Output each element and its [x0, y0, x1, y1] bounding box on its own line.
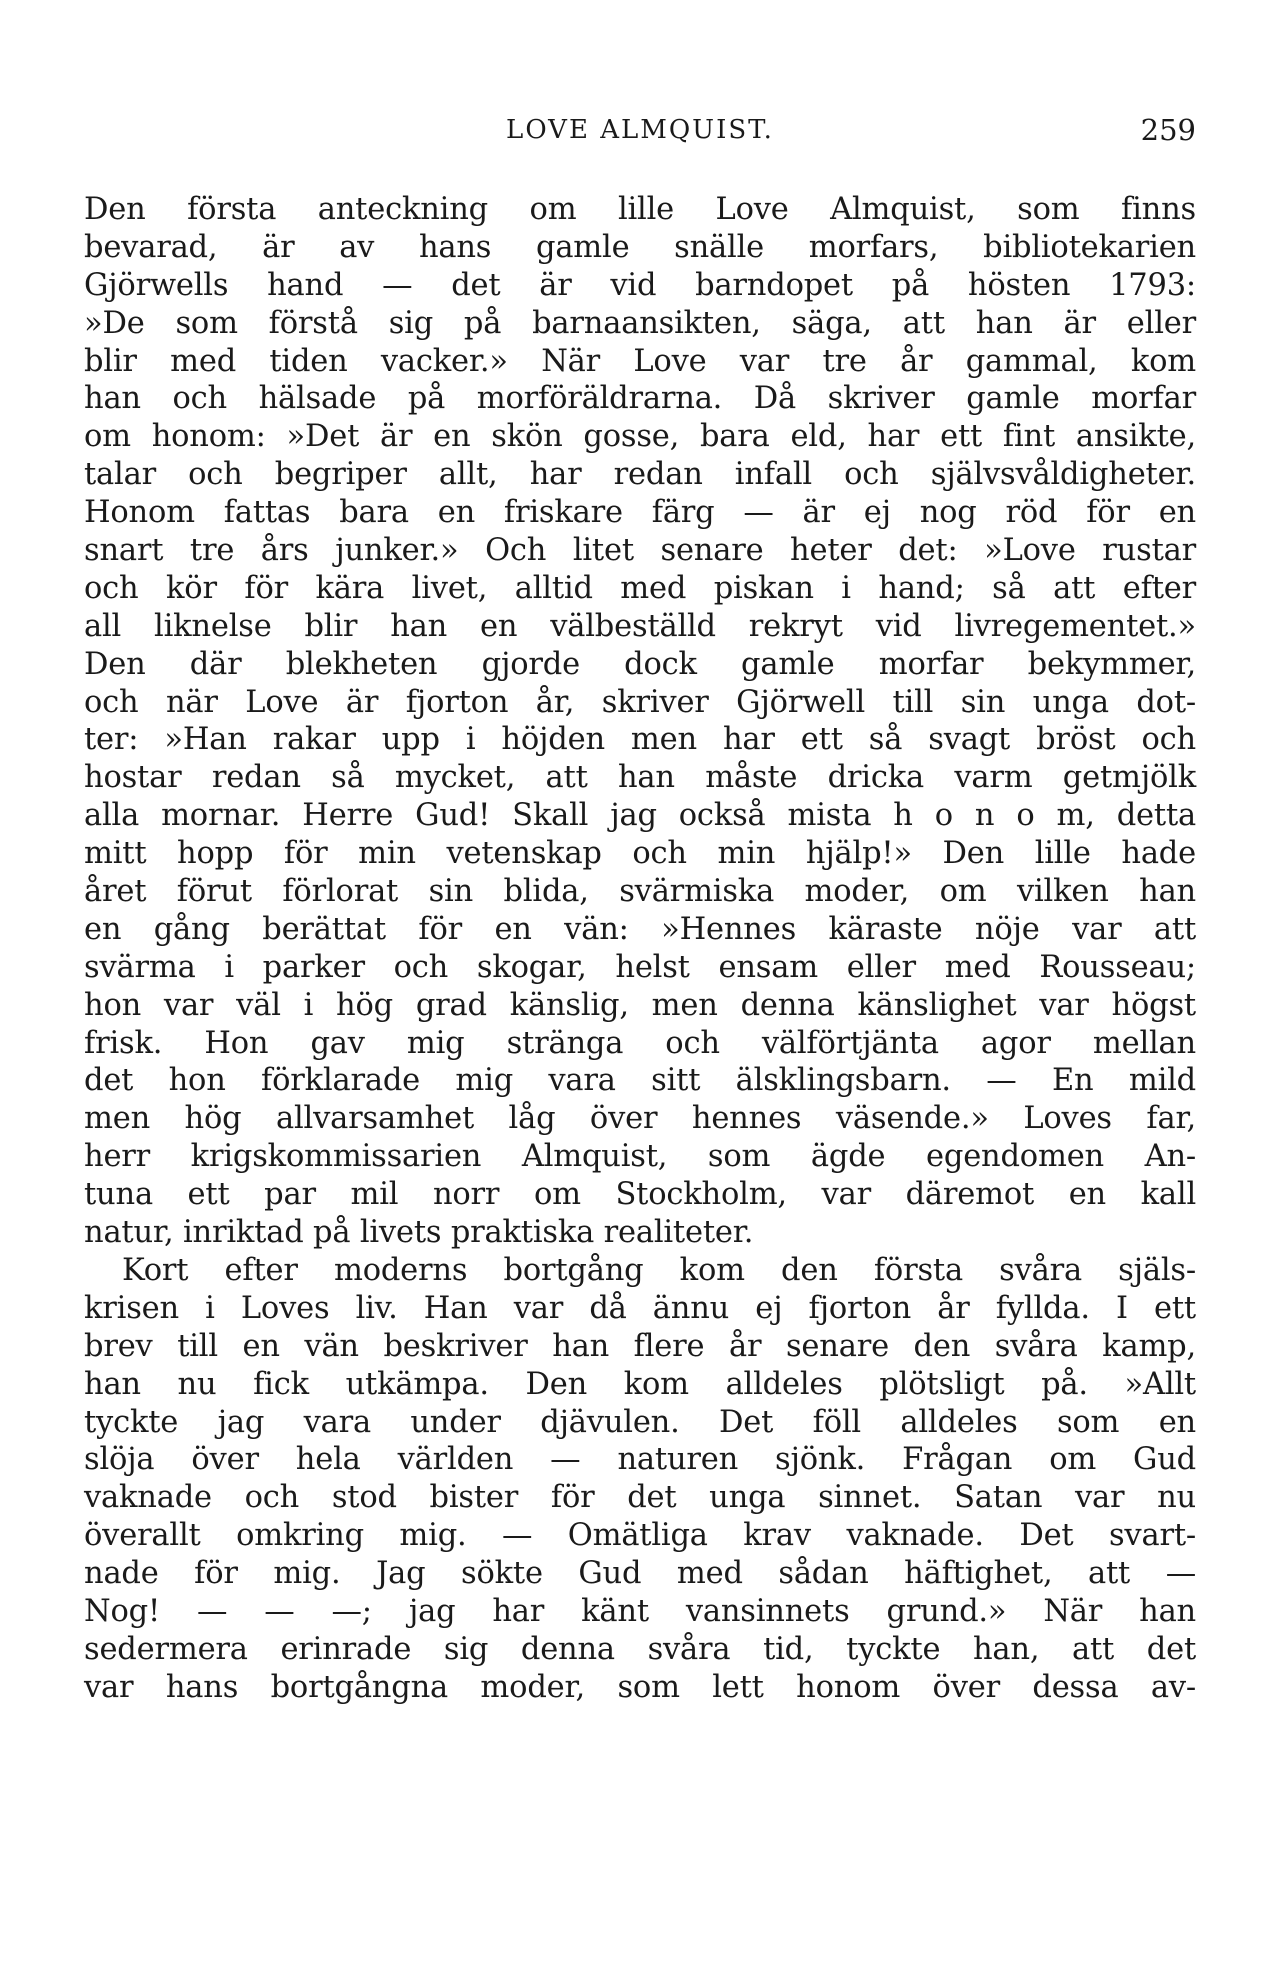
text-line: tyckte jag vara under djävulen. Det föll alldeles som en — [84, 1404, 1196, 1440]
running-head — [84, 108, 1196, 152]
text-line: ter: »Han rakar upp i höjden men har ett så svagt bröst och — [84, 722, 1196, 758]
text-line: hon var väl i hög grad känslig, men denna känslighet var högst — [84, 987, 1196, 1023]
text-line: snart tre års junker.» Och litet senare heter det: »Love rustar — [84, 533, 1196, 569]
text-line: Honom fattas bara en friskare färg — är ej nog röd för en — [84, 495, 1196, 531]
text-line: Den första anteckning om lille Love Almquist, som finns — [84, 192, 1196, 227]
text-line: en gång berättat för en vän: »Hennes käraste nöje var att — [84, 911, 1196, 947]
text-line: han nu fick utkämpa. Den kom alldeles plötsligt på. »Allt — [84, 1366, 1196, 1402]
body-text — [84, 191, 1196, 1707]
text-line: mitt hopp för min vetenskap och min hjälp!» Den lille hade — [84, 836, 1196, 872]
text-line: om honom: »Det är en skön gosse, bara eld, har ett fint ansikte, — [84, 419, 1196, 455]
text-line: Nog! — — —; jag har känt vansinnets grund.» När han — [84, 1593, 1196, 1629]
text-line: överallt omkring mig. — Omätliga krav vaknade. Det svart- — [84, 1518, 1196, 1554]
text-line: bevarad, är av hans gamle snälle morfars, bibliotekarien — [84, 229, 1196, 265]
text-line: året förut förlorat sin blida, svärmiska moder, om vilken han — [84, 874, 1196, 910]
text-line: talar och begriper allt, har redan infall och självsvåldigheter. — [84, 457, 1196, 493]
text-line: alla mornar. Herre Gud! Skall jag också mista h o n o m, detta — [84, 798, 1196, 834]
text-line: hostar redan så mycket, att han måste dricka varm getmjölk — [84, 760, 1196, 796]
text-line: natur, inriktad på livets praktiska realiteter. — [84, 1215, 754, 1251]
text-line: brev till en vän beskriver han flere år senare den svåra kamp, — [84, 1328, 1196, 1364]
text-line: »De som förstå sig på barnaansikten, säga, att han är eller — [84, 305, 1196, 341]
text-line: vaknade och stod bister för det unga sinnet. Satan var nu — [84, 1480, 1196, 1516]
text-line: var hans bortgångna moder, som lett honom över dessa av- — [84, 1669, 1196, 1705]
text-line: tuna ett par mil norr om Stockholm, var däremot en kall — [84, 1177, 1196, 1213]
text-line: nade för mig. Jag sökte Gud med sådan häftighet, att — — [84, 1556, 1196, 1592]
text-line: all liknelse blir han en välbeställd rekryt vid livregementet.» — [84, 608, 1196, 644]
text-line: Gjörwells hand — det är vid barndopet på hösten 1793: — [84, 267, 1196, 303]
text-line: men hög allvarsamhet låg över hennes väsende.» Loves far, — [84, 1101, 1196, 1137]
text-line: och när Love är fjorton år, skriver Gjörwell till sin unga dot- — [84, 684, 1196, 720]
running-title: LOVE ALMQUIST. — [506, 115, 774, 145]
text-line: frisk. Hon gav mig stränga och välförtjänta agor mellan — [84, 1025, 1196, 1061]
page-number: 259 — [1140, 113, 1196, 147]
text-line: det hon förklarade mig vara sitt älsklingsbarn. — En mild — [84, 1063, 1196, 1099]
text-line: svärma i parker och skogar, helst ensam eller med Rousseau; — [84, 949, 1196, 985]
text-line: herr krigskommissarien Almquist, som ägde egendomen An- — [84, 1139, 1196, 1175]
text-line: han och hälsade på morföräldrarna. Då skriver gamle morfar — [84, 381, 1196, 417]
text-line: slöja över hela världen — naturen sjönk. Frågan om Gud — [84, 1442, 1196, 1478]
text-line: Kort efter moderns bortgång kom den första svåra själs- — [122, 1252, 1196, 1288]
text-line: och kör för kära livet, alltid med piskan i hand; så att efter — [84, 570, 1196, 606]
text-line: krisen i Loves liv. Han var då ännu ej fjorton år fyllda. I ett — [84, 1290, 1196, 1326]
text-line: sedermera erinrade sig denna svåra tid, tyckte han, att det — [84, 1631, 1196, 1667]
text-line: blir med tiden vacker.» När Love var tre år gammal, kom — [84, 343, 1196, 379]
text-line: Den där blekheten gjorde dock gamle morfar bekymmer, — [84, 646, 1196, 682]
